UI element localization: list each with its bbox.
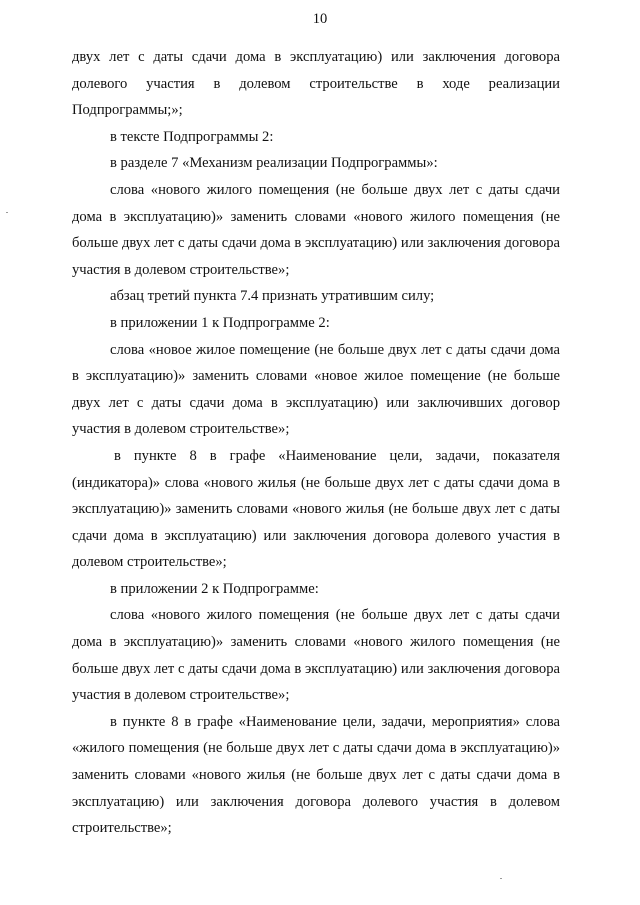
paragraph-appendix-2: в приложении 2 к Подпрограмме:: [110, 580, 319, 597]
paragraph-section-7: в разделе 7 «Механизм реализации Подпрограммы»:: [110, 155, 438, 172]
paragraph-continuation: двух лет с даты сдачи дома в эксплуатацию) или заключения договора долевого участия в долевом строительстве в ходе реализации Подпрограммы;»;: [72, 49, 560, 119]
scan-speck: [500, 878, 502, 879]
paragraph-replace-words-1: слова «нового жилого помещения (не больше двух лет с даты сдачи дома в эксплуатацию)» заменить словами «нового жилого помещения (не больше двух лет с даты сдачи дома в эксплуатацию) или заключения договора участия в долевом строительстве»;: [72, 181, 560, 278]
paragraph-item-8-appendix-1: в пункте 8 в графе «Наименование цели, задачи, показателя (индикатора)» слова «нового жилья (не больше двух лет с даты сдачи дома в эксплуатацию)» заменить словами «нового жилья (не больше двух лет с даты сдачи дома в эксплуатацию) или заключения договора долевого участия в долевом строительстве»;: [72, 447, 560, 571]
paragraph-replace-words-2: слова «новое жилое помещение (не больше двух лет с даты сдачи дома в эксплуатацию)» заменить словами «новое жилое помещение (не больше двух лет с даты сдачи дома в эксплуатацию) или заключивших договор участия в долевом строительстве»;: [72, 341, 560, 438]
document-body: [72, 44, 560, 842]
paragraph-clause-7-4: абзац третий пункта 7.4 признать утратившим силу;: [110, 288, 435, 305]
page-number: 10: [312, 11, 328, 27]
paragraph-item-8-appendix-2: в пункте 8 в графе «Наименование цели, задачи, мероприятия» слова «жилого помещения (не больше двух лет с даты сдачи дома в эксплуатацию)» заменить словами «нового жилья (не больше двух лет с даты сдачи дома в эксплуатацию) или заключения договора долевого участия в долевом строительстве»;: [72, 713, 560, 837]
paragraph-appendix-1: в приложении 1 к Подпрограмме 2:: [110, 314, 330, 331]
scan-speck: [6, 212, 8, 213]
paragraph-replace-words-3: слова «нового жилого помещения (не больше двух лет с даты сдачи дома в эксплуатацию)» заменить словами «нового жилого помещения (не больше двух лет с даты сдачи дома в эксплуатацию) или заключения договора участия в долевом строительстве»;: [72, 607, 560, 704]
paragraph-subprogram-2-text: в тексте Подпрограммы 2:: [110, 128, 274, 145]
